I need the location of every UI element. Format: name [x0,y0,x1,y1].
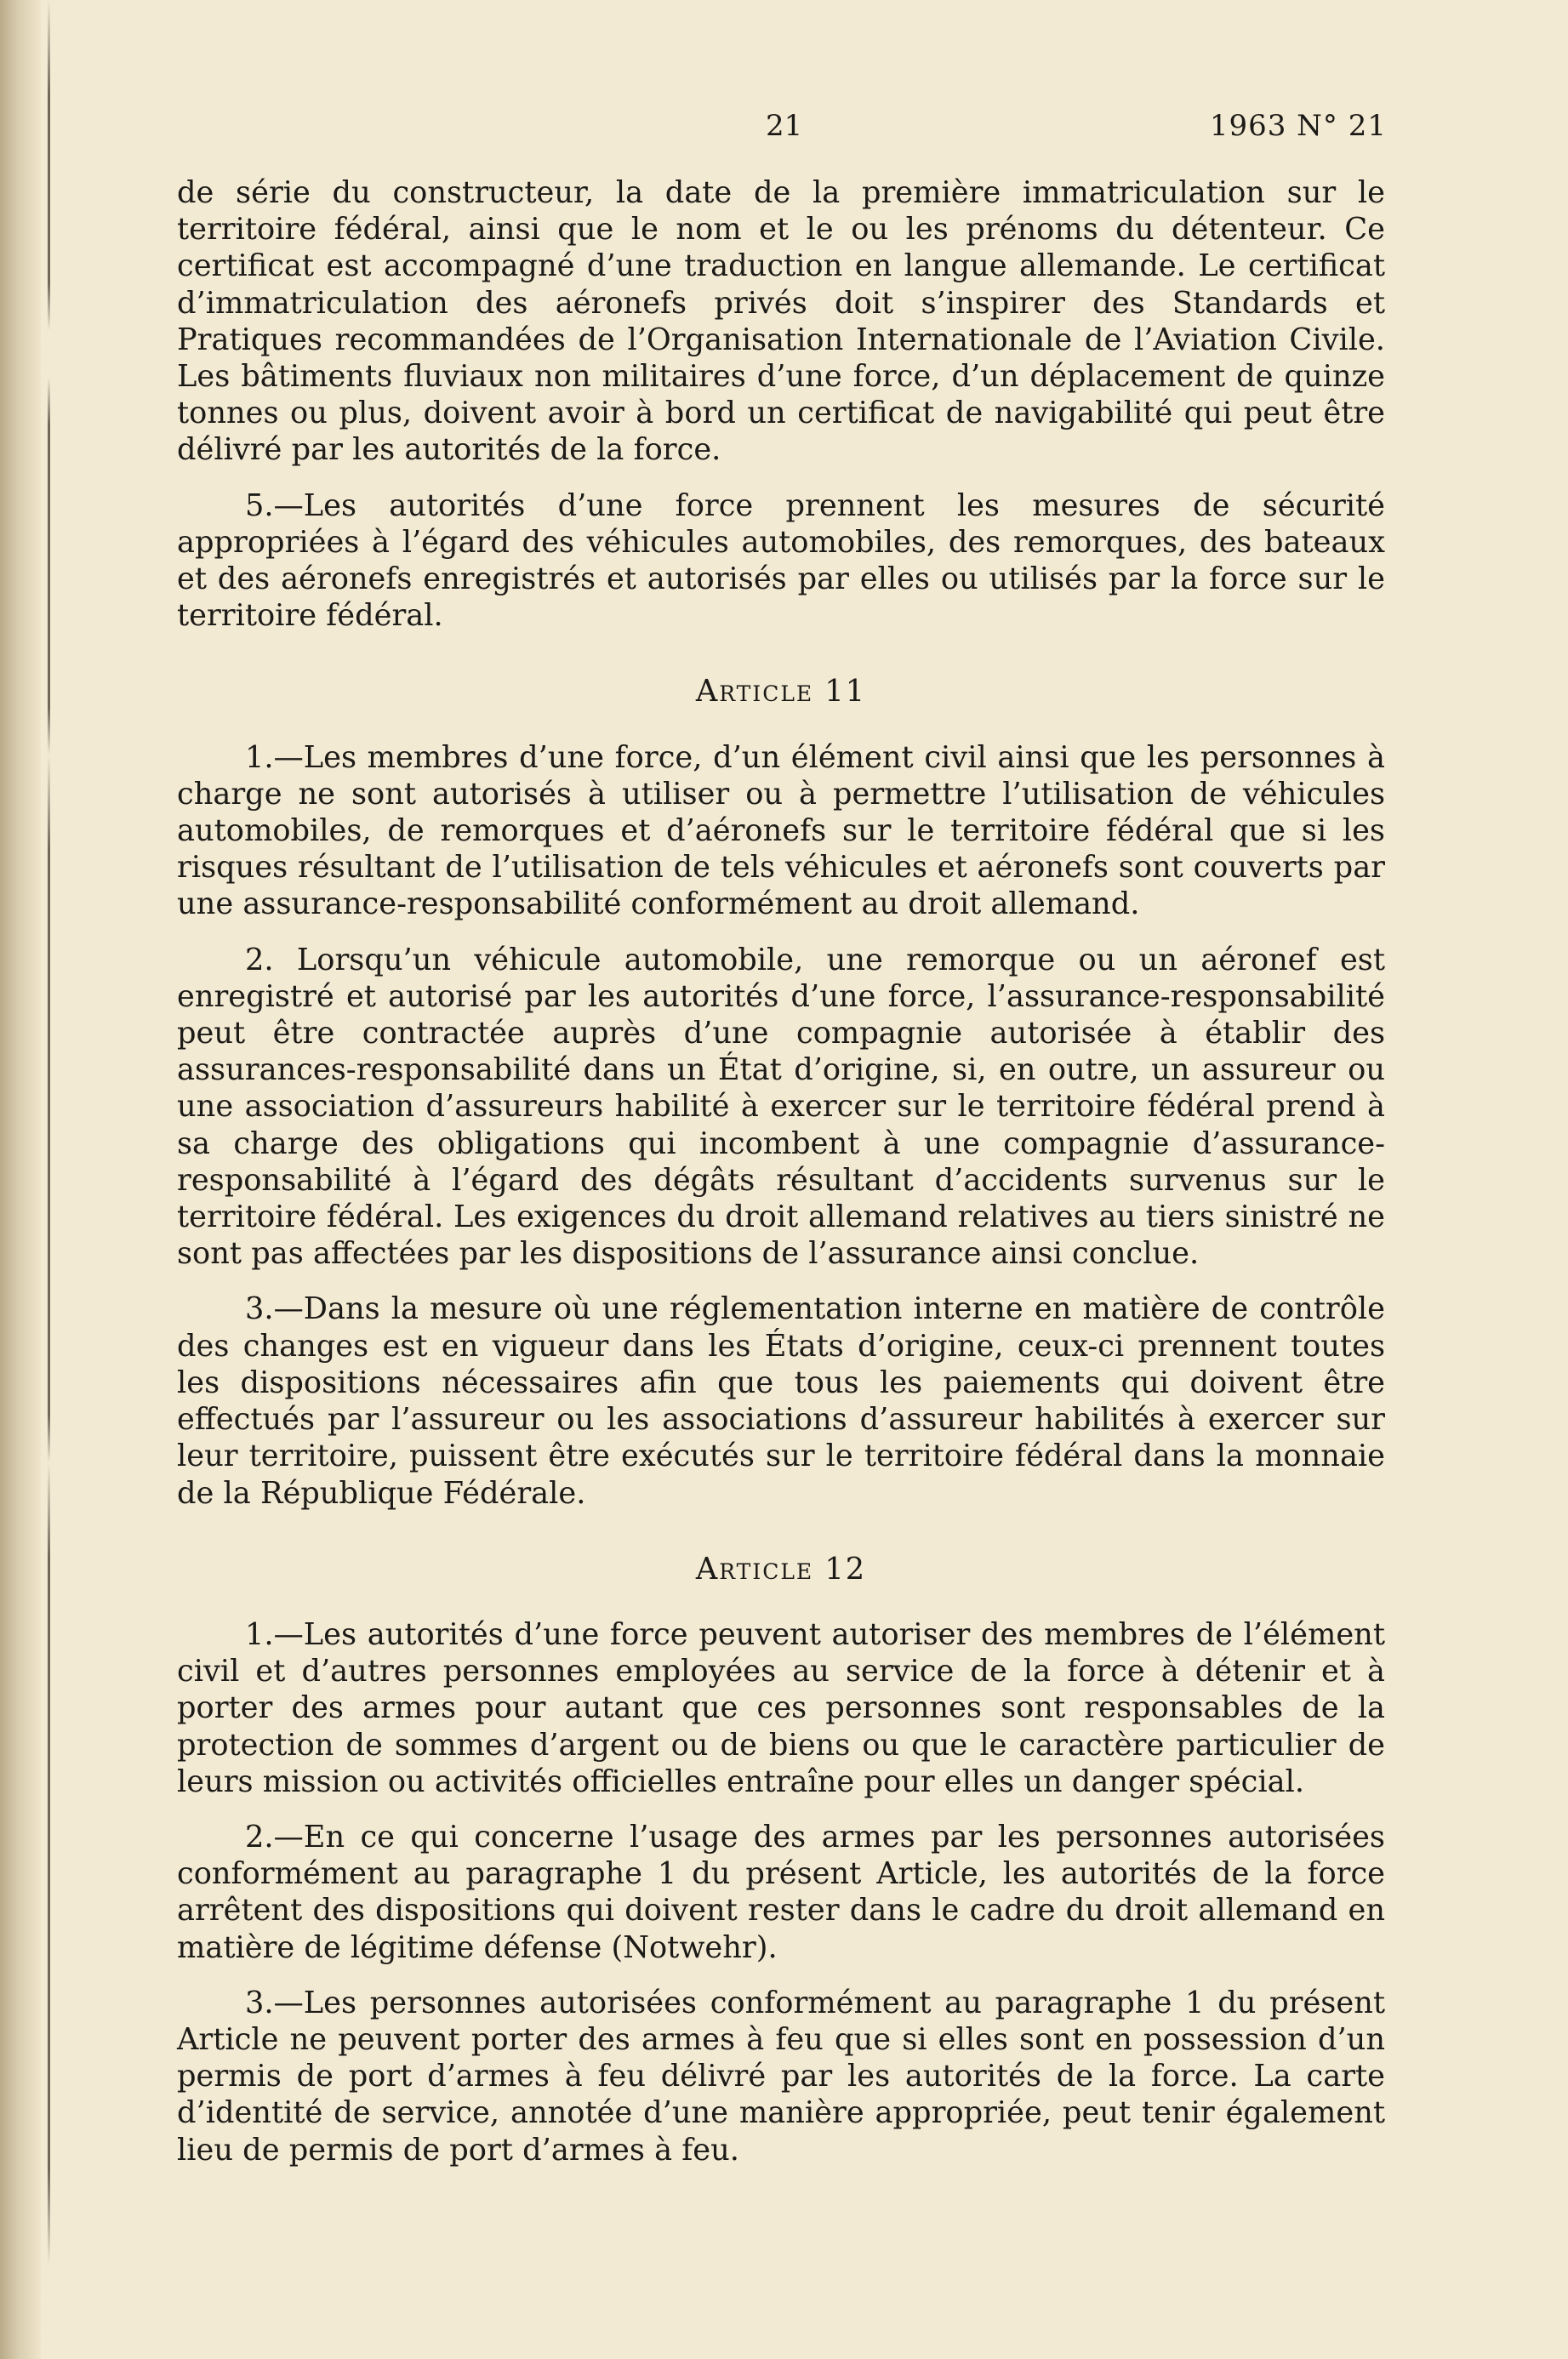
page-number: 21 [766,109,803,143]
article-12-paragraph-1: 1.—Les autorités d’une force peuvent autoriser des membres de l’élément civil et d’autres personnes employées au service de la force à détenir et à porter des armes pour autant que ces personnes sont responsables de la protection de sommes d’argent ou de biens ou que le caractère particulier de leurs mission ou activités officielles entraîne pour elles un danger spécial. [177,1616,1385,1799]
article-12-heading: Article 12 [695,1551,867,1587]
binding-shadow-line [48,0,50,2359]
article-11-paragraph-2: 2. Lorsqu’un véhicule automobile, une remorque ou un aéronef est enregistré et autorisé par les autorités d’une force, l’assurance-responsabilité peut être contractée auprès d’une compagnie autorisée à établir des assurances-responsabilité dans un État d’origine, si, en outre, un assureur ou une association d’assureurs habilité à exercer sur le territoire fédéral prend à sa charge des obligations qui incombent à une compagnie d’assurance-responsabilité à l’égard des dégâts résultant d’accidents survenus sur le territoire fédéral. Les exigences du droit allemand relatives au tiers sinistré ne sont pas affectées par les dispositions de l’assurance ainsi conclue. [177,942,1385,1272]
paragraph-5: 5.—Les autorités d’une force prennent les mesures de sécurité appropriées à l’égard des véhicules automobiles, des remorques, des bateaux et des aéronefs enregistrés et autorisés par elles ou utilisés par la force sur le territoire fédéral. [177,487,1385,634]
page-binding-edge [0,0,41,2359]
continued-paragraph: de série du constructeur, la date de la première immatriculation sur le territoire fédéral, ainsi que le nom et le ou les prénoms du détenteur. Ce certificat est accompagné d’une traduction en langue allemande. Le certificat d’immatriculation des aéronefs privés doit s’inspirer des Standards et Pratiques recommandées de l’Organisation Internationale de l’Aviation Civile. Les bâtiments fluviaux non militaires d’une force, d’un déplacement de quinze tonnes ou plus, doivent avoir à bord un certificat de navigabilité qui peut être délivré par les autorités de la force. [177,175,1385,468]
article-12-paragraph-2: 2.—En ce qui concerne l’usage des armes par les personnes autorisées conformément au paragraphe 1 du présent Article, les autorités de la force arrêtent des dispositions qui doivent rester dans le cadre du droit allemand en matière de légitime défense (Notwehr). [177,1819,1385,1965]
issue-label: 1963 N° 21 [1209,109,1387,143]
article-11-paragraph-1: 1.—Les membres d’une force, d’un élément civil ainsi que les personnes à charge ne sont autorisés à utiliser ou à permettre l’utilisation de véhicules automobiles, de remorques et d’aéronefs sur le territoire fédéral que si les risques résultant de l’utilisation de tels véhicules et aéronefs sont couverts par une assurance-responsabilité conformément au droit allemand. [177,739,1385,922]
article-11-heading: Article 11 [695,674,867,709]
document-body [177,174,1385,2187]
article-11-paragraph-3: 3.—Dans la mesure où une réglementation interne en matière de contrôle des changes est en vigueur dans les États d’origine, ceux-ci prennent toutes les dispositions nécessaires afin que tous les paiements qui doivent être effectués par l’assureur ou les associations d’assureur habilités à exercer sur leur territoire, puissent être exécutés sur le territoire fédéral dans la monnaie de la République Fédérale. [177,1291,1385,1511]
page-header [179,109,1387,150]
article-12-paragraph-3: 3.—Les personnes autorisées conformément au paragraphe 1 du présent Article ne peuvent porter des armes à feu que si elles sont en possession d’un permis de port d’armes à feu délivré par les autorités de la force. La carte d’identité de service, annotée d’une manière appropriée, peut tenir également lieu de permis de port d’armes à feu. [177,1985,1385,2168]
